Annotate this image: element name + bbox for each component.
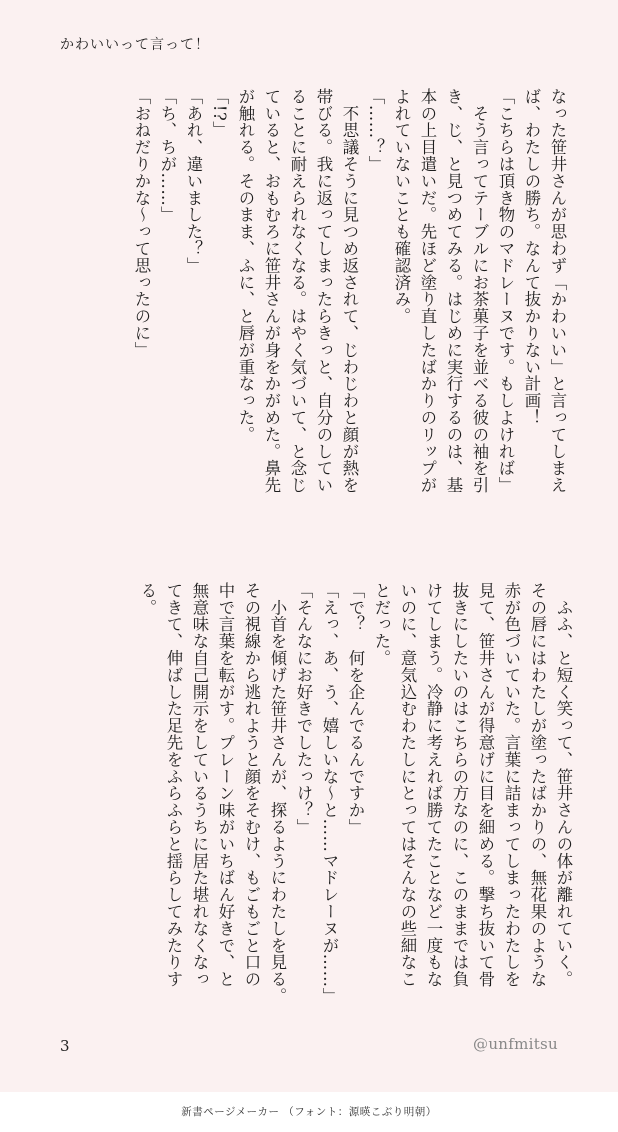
credit-footer: [0, 1092, 618, 1132]
text-column: 「ち、ちが……」: [158, 88, 177, 224]
generator-credit: 新書ページメーカー （フォント：源暎こぶり明朝）: [181, 1106, 437, 1118]
author-handle: @unfmitsu: [473, 1035, 558, 1053]
text-column: そう言ってテーブルにお茶菓子を並べる彼の袖を引: [470, 88, 489, 494]
page-number: 3: [60, 1037, 70, 1055]
text-column: ることに耐えられなくなる。はやく気づいて、と念じ: [288, 88, 307, 494]
text-column: 「!?」: [210, 88, 229, 139]
text-column: 「こちらは頂き物のマドレーヌです。もしよければ」: [496, 88, 515, 494]
text-column: 「で？ 何を企んでるんですか」: [346, 582, 365, 836]
text-column: 赤が色づいていた。言葉に詰まってしまったわたしを: [502, 582, 521, 988]
text-column: けてしまう。冷静に考えれば勝てたことなど一度もな: [424, 582, 443, 988]
text-column: 不思議そうに見つめ返されて、じわじわと顔が熱を: [340, 88, 359, 494]
text-column: よれていないことも確認済み。: [392, 88, 411, 325]
text-column: 「えっ、あ、う、嬉しいな〜と……マドレーヌが……」: [320, 582, 339, 1005]
text-column: 無意味な自己開示をしているうちに居た堪れなくなっ: [190, 582, 209, 988]
chapter-title: かわいいって言って！: [60, 37, 210, 53]
text-column: 本の上目遣いだ。先ほど塗り直したばかりのリップが: [418, 88, 437, 494]
text-column: き、じ、と見つめてみる。はじめに実行するのは、基: [444, 88, 463, 494]
text-column: 「あれ、違いました？」: [184, 88, 203, 274]
text-column: ふふ、と短く笑って、笹井さんの体が離れていく。: [554, 582, 573, 988]
text-column: いのに、意気込むわたしにとってはそんなの些細なこ: [398, 582, 417, 988]
text-column: 帯びる。我に返ってしまったらきっと、自分のしてい: [314, 88, 333, 494]
text-column: 「おねだりかな〜って思ったのに」: [132, 88, 151, 359]
text-column: 抜きにしたいのはこちらの方なのに、このままでは負: [450, 582, 469, 988]
text-column: 中で言葉を転がす。プレーン味がいちばん好きで、と: [216, 582, 235, 988]
text-column: 見て、笹井さんが得意げに目を細める。撃ち抜いて骨: [476, 582, 495, 988]
text-column: が触れる。そのまま、ふに、と唇が重なった。: [236, 88, 255, 443]
text-column: なった笹井さんが思わず「かわいい」と言ってしまえ: [548, 88, 567, 494]
text-column: る。: [138, 582, 157, 616]
text-column: ていると、おもむろに笹井さんが身をかがめた。鼻先: [262, 88, 281, 494]
lower-text-block: [134, 582, 576, 1007]
text-column: 「そんなにお好きでしたっけ？」: [294, 582, 313, 836]
upper-text-block: [128, 88, 570, 528]
text-column: とだった。: [372, 582, 391, 667]
text-column: その唇にはわたしが塗ったばかりの、無花果のような: [528, 582, 547, 988]
text-column: ば、わたしの勝ち。なんて抜かりない計画！: [522, 88, 541, 426]
text-column: てきて、伸ばした足先をふらふらと揺らしてみたりす: [164, 582, 183, 988]
text-column: その視線から逃れようと顔をそむけ、もごもごと口の: [242, 582, 261, 988]
text-column: 「……？」: [366, 88, 385, 173]
text-column: 小首を傾げた笹井さんが、探るようにわたしを見る。: [268, 582, 287, 1005]
